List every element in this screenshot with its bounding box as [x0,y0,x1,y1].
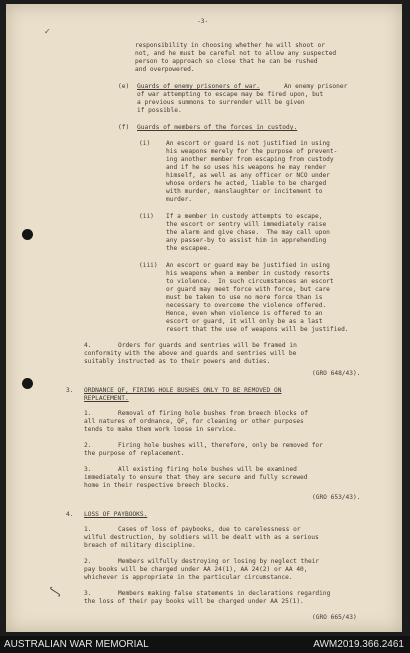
text-line: the escort or sentry will immediately raise [166,221,327,228]
pencil-mark: ✓ [44,27,51,36]
text-line: necessary to overcome the violence offered. [166,302,327,309]
text-line: whichever is appropriate in the particular circumstance. [84,574,293,581]
text-line: conformity with the above and guards and sentries will be [84,350,297,357]
section-heading: LOSS OF PAYBOOKS. [84,511,148,518]
text-line: All existing firing hole bushes will be examined [118,466,297,473]
subitem-label: (ii) [139,213,154,220]
text-line: Hence, even when violence is offered to an [166,310,323,317]
source-caption: AUSTRALIAN WAR MEMORIAL [4,639,149,650]
reference: (GRO 648/43). [312,370,361,377]
text-line: with murder, manslaughter or incitement to [166,188,323,195]
text-line: and if he so uses his weapons he may render [166,164,327,171]
text-line: not, and he must be careful not to allow any suspected [135,50,337,57]
text-line: if possible. [137,107,182,114]
text-line: responsibility in choosing whether he will shoot or [135,42,325,49]
text-line: Firing hole bushes will, therefore, only be removed for [118,442,323,449]
text-line: all natures of ordnance, QF, for cleaning or other purposes [84,418,304,425]
item-label: (e) [118,83,130,90]
text-line: If a member in custody attempts to escape, [166,213,323,220]
text-line: Removal of firing hole bushes from breech blocks of [118,410,308,417]
text-line: and overpowered. [135,66,195,73]
text-line: An escort or guard may be justified in using [166,262,330,269]
text-line: the alarm and give chase. The may call upon [166,229,330,236]
item-label: 3. [84,590,92,597]
subitem-label: (i) [139,140,151,147]
text-line: breach of military discipline. [84,542,196,549]
text-line: resort that the use of weapons will be justified. [166,326,349,333]
text-line: person to approach so close that he can be rushed [135,58,318,65]
section-heading: Guards of enemy prisoners of war. [137,83,260,90]
item-label: 2. [84,558,92,565]
text-line: murder. [166,196,193,203]
text-line: An enemy prisoner [284,83,348,90]
item-label: 4. [84,342,92,349]
item-label: 1. [84,410,92,417]
text-line: ing another member from escaping from custody [166,156,334,163]
text-line: home in their respective breech blocks. [84,482,230,489]
reference: (GRO 665/43) [312,614,357,621]
section-number: 3. [66,387,74,394]
text-line: any passer-by to assist him in apprehending [166,237,327,244]
text-line: escort or guard, it will only be as a last [166,318,323,325]
text-line: his weapons merely for the purpose of prevent- [166,148,338,155]
page-number: -3- [197,18,209,25]
text-line: suitably instructed as to their powers and duties. [84,358,271,365]
document-page [6,4,402,632]
section-number: 4. [66,511,74,518]
item-label: 1. [84,526,92,533]
text-line: of war attempting to escape may be fired upon, but [137,91,324,98]
text-line: himself, as well as any officer or NCO under [166,172,330,179]
text-line: Members wilfully destroying or losing by neglect their [118,558,320,565]
item-label: (f) [118,124,130,131]
text-line: to violence. In such circumstances an escort [166,278,334,285]
text-line: wilful destruction, by soldiers will be dealt with as a serious [84,534,319,541]
text-line: the escapee. [166,245,211,252]
text-line: Members making false statements in declarations regarding [118,590,331,597]
item-label: 2. [84,442,92,449]
text-line: a previous summons to surrender will be given [137,99,305,106]
text-line: An escort or guard is not justified in using [166,140,330,147]
text-line: or guard may meet force with force, but care [166,286,330,293]
subitem-label: (iii) [139,262,158,269]
caption-bar [0,636,410,653]
text-line: must be taken to use no more force than is [166,294,323,301]
section-heading: REPLACEMENT. [84,395,129,402]
text-line: the purpose of replacement. [84,450,185,457]
text-line: the loss of their pay books will be charged under AA 25(1). [84,598,304,605]
section-heading: ORDNANCE QF, FIRING HOLE BUSHES ONLY TO BE REMOVED ON [84,387,282,394]
punch-hole [22,229,33,240]
text-line: his weapons when a member in custody resorts [166,270,330,277]
text-line: Cases of loss of paybooks, due to carelessness or [118,526,301,533]
item-label: 3. [84,466,92,473]
section-heading: Guards of members of the forces in custody. [137,124,298,131]
text-line: immediately to ensure that they are secure and fully screwed [84,474,308,481]
text-line: Orders for guards and sentries will be framed in [118,342,297,349]
signature-mark: ∫ [46,584,64,599]
accession-number: AWM2019.366.2461 [313,639,404,650]
reference: (GRO 653/43). [312,494,361,501]
text-line: pay books will be charged under AA 24(1), AA 24(2) or AA 40, [84,566,308,573]
text-line: whose orders he acted, liable to be charged [166,180,327,187]
punch-hole [22,378,33,389]
text-line: tends to make them work loose in service. [84,426,237,433]
